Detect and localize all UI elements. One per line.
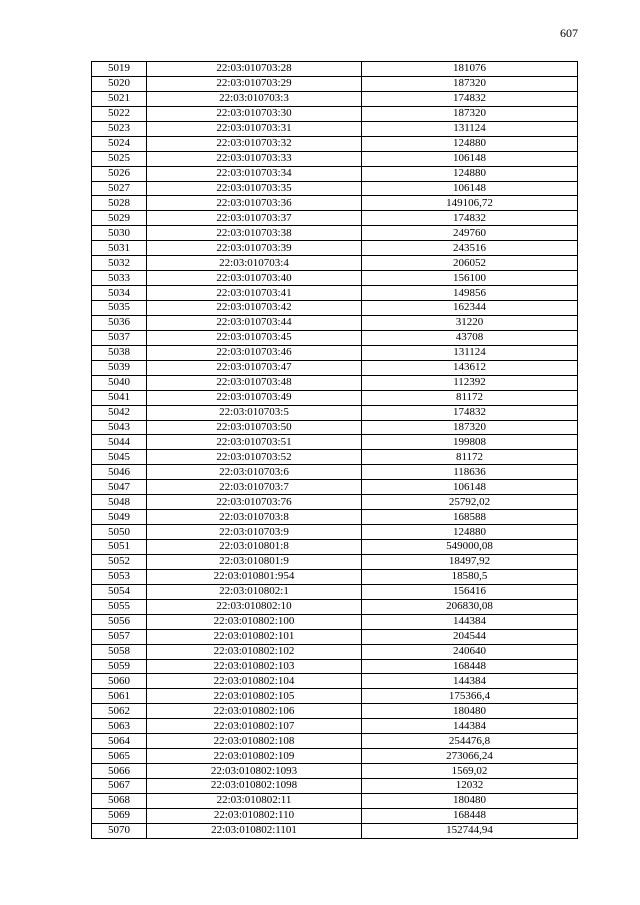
table-row bbox=[92, 405, 578, 420]
value-cell: 174832 bbox=[362, 211, 578, 226]
row-number-cell: 5066 bbox=[92, 764, 147, 779]
row-number-cell: 5020 bbox=[92, 76, 147, 91]
row-number-cell: 5045 bbox=[92, 450, 147, 465]
table-row bbox=[92, 211, 578, 226]
row-number-cell: 5021 bbox=[92, 91, 147, 106]
table-row bbox=[92, 375, 578, 390]
table-row bbox=[92, 823, 578, 838]
row-number-cell: 5067 bbox=[92, 779, 147, 794]
value-cell: 131124 bbox=[362, 345, 578, 360]
value-cell: 240640 bbox=[362, 644, 578, 659]
cadastral-number-cell: 22:03:010703:9 bbox=[147, 525, 362, 540]
row-number-cell: 5044 bbox=[92, 435, 147, 450]
value-cell: 243516 bbox=[362, 241, 578, 256]
value-cell: 175366,4 bbox=[362, 689, 578, 704]
cadastral-number-cell: 22:03:010802:1098 bbox=[147, 779, 362, 794]
value-cell: 249760 bbox=[362, 226, 578, 241]
value-cell: 31220 bbox=[362, 315, 578, 330]
value-cell: 118636 bbox=[362, 465, 578, 480]
cadastral-number-cell: 22:03:010703:28 bbox=[147, 62, 362, 77]
cadastral-number-cell: 22:03:010802:107 bbox=[147, 719, 362, 734]
row-number-cell: 5032 bbox=[92, 256, 147, 271]
value-cell: 131124 bbox=[362, 121, 578, 136]
table-row bbox=[92, 554, 578, 569]
value-cell: 187320 bbox=[362, 420, 578, 435]
row-number-cell: 5043 bbox=[92, 420, 147, 435]
cadastral-number-cell: 22:03:010802:10 bbox=[147, 599, 362, 614]
value-cell: 168448 bbox=[362, 808, 578, 823]
value-cell: 124880 bbox=[362, 525, 578, 540]
value-cell: 43708 bbox=[362, 330, 578, 345]
table-row bbox=[92, 614, 578, 629]
row-number-cell: 5026 bbox=[92, 166, 147, 181]
table-row bbox=[92, 62, 578, 77]
table-row bbox=[92, 76, 578, 91]
value-cell: 143612 bbox=[362, 360, 578, 375]
value-cell: 174832 bbox=[362, 405, 578, 420]
table-row bbox=[92, 719, 578, 734]
row-number-cell: 5064 bbox=[92, 734, 147, 749]
table-row bbox=[92, 659, 578, 674]
value-cell: 549000,08 bbox=[362, 540, 578, 555]
cadastral-number-cell: 22:03:010802:110 bbox=[147, 808, 362, 823]
row-number-cell: 5060 bbox=[92, 674, 147, 689]
cadastral-number-cell: 22:03:010703:37 bbox=[147, 211, 362, 226]
value-cell: 187320 bbox=[362, 76, 578, 91]
cadastral-number-cell: 22:03:010703:8 bbox=[147, 510, 362, 525]
cadastral-number-cell: 22:03:010703:33 bbox=[147, 151, 362, 166]
value-cell: 144384 bbox=[362, 719, 578, 734]
row-number-cell: 5031 bbox=[92, 241, 147, 256]
cadastral-number-cell: 22:03:010703:36 bbox=[147, 196, 362, 211]
row-number-cell: 5039 bbox=[92, 360, 147, 375]
cadastral-number-cell: 22:03:010703:51 bbox=[147, 435, 362, 450]
value-cell: 152744,94 bbox=[362, 823, 578, 838]
cadastral-number-cell: 22:03:010802:104 bbox=[147, 674, 362, 689]
table-row bbox=[92, 629, 578, 644]
cadastral-number-cell: 22:03:010802:109 bbox=[147, 749, 362, 764]
row-number-cell: 5052 bbox=[92, 554, 147, 569]
cadastral-number-cell: 22:03:010802:1101 bbox=[147, 823, 362, 838]
cadastral-number-cell: 22:03:010703:5 bbox=[147, 405, 362, 420]
value-cell: 180480 bbox=[362, 793, 578, 808]
row-number-cell: 5027 bbox=[92, 181, 147, 196]
cadastral-number-cell: 22:03:010703:39 bbox=[147, 241, 362, 256]
table-row bbox=[92, 360, 578, 375]
value-cell: 81172 bbox=[362, 450, 578, 465]
cadastral-number-cell: 22:03:010703:41 bbox=[147, 286, 362, 301]
cadastral-number-cell: 22:03:010703:34 bbox=[147, 166, 362, 181]
table-row bbox=[92, 420, 578, 435]
row-number-cell: 5035 bbox=[92, 301, 147, 316]
row-number-cell: 5019 bbox=[92, 62, 147, 77]
value-cell: 81172 bbox=[362, 390, 578, 405]
row-number-cell: 5038 bbox=[92, 345, 147, 360]
value-cell: 199808 bbox=[362, 435, 578, 450]
value-cell: 144384 bbox=[362, 614, 578, 629]
value-cell: 162344 bbox=[362, 301, 578, 316]
value-cell: 206830,08 bbox=[362, 599, 578, 614]
cadastral-number-cell: 22:03:010703:44 bbox=[147, 315, 362, 330]
table-row bbox=[92, 510, 578, 525]
value-cell: 106148 bbox=[362, 480, 578, 495]
value-cell: 204544 bbox=[362, 629, 578, 644]
table-row bbox=[92, 241, 578, 256]
table-row bbox=[92, 315, 578, 330]
table-row bbox=[92, 584, 578, 599]
table-row bbox=[92, 121, 578, 136]
value-cell: 149856 bbox=[362, 286, 578, 301]
value-cell: 168588 bbox=[362, 510, 578, 525]
row-number-cell: 5036 bbox=[92, 315, 147, 330]
row-number-cell: 5065 bbox=[92, 749, 147, 764]
table-row bbox=[92, 181, 578, 196]
value-cell: 156100 bbox=[362, 271, 578, 286]
value-cell: 149106,72 bbox=[362, 196, 578, 211]
table-row bbox=[92, 91, 578, 106]
table-row bbox=[92, 495, 578, 510]
value-cell: 12032 bbox=[362, 779, 578, 794]
value-cell: 180480 bbox=[362, 704, 578, 719]
value-cell: 187320 bbox=[362, 106, 578, 121]
cadastral-number-cell: 22:03:010703:40 bbox=[147, 271, 362, 286]
table-row bbox=[92, 136, 578, 151]
cadastral-value-table bbox=[91, 61, 578, 839]
table-row bbox=[92, 525, 578, 540]
table-row bbox=[92, 793, 578, 808]
row-number-cell: 5062 bbox=[92, 704, 147, 719]
table-row bbox=[92, 749, 578, 764]
cadastral-number-cell: 22:03:010802:11 bbox=[147, 793, 362, 808]
table-row bbox=[92, 704, 578, 719]
table-row bbox=[92, 689, 578, 704]
row-number-cell: 5056 bbox=[92, 614, 147, 629]
cadastral-number-cell: 22:03:010802:105 bbox=[147, 689, 362, 704]
table-row bbox=[92, 450, 578, 465]
cadastral-number-cell: 22:03:010703:50 bbox=[147, 420, 362, 435]
cadastral-number-cell: 22:03:010703:7 bbox=[147, 480, 362, 495]
table-row bbox=[92, 569, 578, 584]
cadastral-number-cell: 22:03:010703:46 bbox=[147, 345, 362, 360]
table-row bbox=[92, 599, 578, 614]
row-number-cell: 5059 bbox=[92, 659, 147, 674]
cadastral-number-cell: 22:03:010802:100 bbox=[147, 614, 362, 629]
cadastral-number-cell: 22:03:010703:30 bbox=[147, 106, 362, 121]
row-number-cell: 5030 bbox=[92, 226, 147, 241]
row-number-cell: 5061 bbox=[92, 689, 147, 704]
row-number-cell: 5047 bbox=[92, 480, 147, 495]
value-cell: 18580,5 bbox=[362, 569, 578, 584]
row-number-cell: 5057 bbox=[92, 629, 147, 644]
cadastral-number-cell: 22:03:010801:954 bbox=[147, 569, 362, 584]
value-cell: 156416 bbox=[362, 584, 578, 599]
value-cell: 174832 bbox=[362, 91, 578, 106]
value-cell: 106148 bbox=[362, 181, 578, 196]
cadastral-number-cell: 22:03:010703:76 bbox=[147, 495, 362, 510]
row-number-cell: 5033 bbox=[92, 271, 147, 286]
cadastral-number-cell: 22:03:010703:6 bbox=[147, 465, 362, 480]
table-row bbox=[92, 196, 578, 211]
cadastral-number-cell: 22:03:010802:108 bbox=[147, 734, 362, 749]
row-number-cell: 5058 bbox=[92, 644, 147, 659]
row-number-cell: 5069 bbox=[92, 808, 147, 823]
table-row bbox=[92, 106, 578, 121]
row-number-cell: 5029 bbox=[92, 211, 147, 226]
row-number-cell: 5041 bbox=[92, 390, 147, 405]
cadastral-number-cell: 22:03:010801:8 bbox=[147, 540, 362, 555]
table-row bbox=[92, 779, 578, 794]
row-number-cell: 5054 bbox=[92, 584, 147, 599]
cadastral-number-cell: 22:03:010703:48 bbox=[147, 375, 362, 390]
table-row bbox=[92, 764, 578, 779]
cadastral-number-cell: 22:03:010703:31 bbox=[147, 121, 362, 136]
row-number-cell: 5049 bbox=[92, 510, 147, 525]
row-number-cell: 5024 bbox=[92, 136, 147, 151]
row-number-cell: 5037 bbox=[92, 330, 147, 345]
table-row bbox=[92, 540, 578, 555]
cadastral-number-cell: 22:03:010703:47 bbox=[147, 360, 362, 375]
cadastral-number-cell: 22:03:010802:1 bbox=[147, 584, 362, 599]
table-row bbox=[92, 435, 578, 450]
value-cell: 25792,02 bbox=[362, 495, 578, 510]
table-row bbox=[92, 345, 578, 360]
value-cell: 1569,02 bbox=[362, 764, 578, 779]
table-row bbox=[92, 271, 578, 286]
table-body bbox=[92, 62, 578, 839]
cadastral-number-cell: 22:03:010703:42 bbox=[147, 301, 362, 316]
table-row bbox=[92, 151, 578, 166]
row-number-cell: 5055 bbox=[92, 599, 147, 614]
cadastral-number-cell: 22:03:010703:3 bbox=[147, 91, 362, 106]
value-cell: 144384 bbox=[362, 674, 578, 689]
row-number-cell: 5068 bbox=[92, 793, 147, 808]
cadastral-number-cell: 22:03:010802:101 bbox=[147, 629, 362, 644]
table-row bbox=[92, 256, 578, 271]
row-number-cell: 5046 bbox=[92, 465, 147, 480]
table-row bbox=[92, 286, 578, 301]
table-row bbox=[92, 480, 578, 495]
cadastral-number-cell: 22:03:010703:35 bbox=[147, 181, 362, 196]
table-row bbox=[92, 674, 578, 689]
value-cell: 206052 bbox=[362, 256, 578, 271]
row-number-cell: 5042 bbox=[92, 405, 147, 420]
row-number-cell: 5050 bbox=[92, 525, 147, 540]
value-cell: 106148 bbox=[362, 151, 578, 166]
cadastral-number-cell: 22:03:010703:49 bbox=[147, 390, 362, 405]
value-cell: 254476,8 bbox=[362, 734, 578, 749]
page-number: 607 bbox=[560, 26, 578, 40]
row-number-cell: 5070 bbox=[92, 823, 147, 838]
cadastral-number-cell: 22:03:010703:38 bbox=[147, 226, 362, 241]
value-cell: 168448 bbox=[362, 659, 578, 674]
table-row bbox=[92, 465, 578, 480]
value-cell: 112392 bbox=[362, 375, 578, 390]
row-number-cell: 5053 bbox=[92, 569, 147, 584]
cadastral-number-cell: 22:03:010703:32 bbox=[147, 136, 362, 151]
cadastral-number-cell: 22:03:010703:52 bbox=[147, 450, 362, 465]
table-row bbox=[92, 301, 578, 316]
cadastral-number-cell: 22:03:010802:1093 bbox=[147, 764, 362, 779]
row-number-cell: 5028 bbox=[92, 196, 147, 211]
value-cell: 124880 bbox=[362, 136, 578, 151]
row-number-cell: 5040 bbox=[92, 375, 147, 390]
table-row bbox=[92, 734, 578, 749]
table-row bbox=[92, 644, 578, 659]
table-row bbox=[92, 166, 578, 181]
cadastral-number-cell: 22:03:010802:103 bbox=[147, 659, 362, 674]
row-number-cell: 5051 bbox=[92, 540, 147, 555]
table-row bbox=[92, 330, 578, 345]
cadastral-number-cell: 22:03:010802:106 bbox=[147, 704, 362, 719]
row-number-cell: 5063 bbox=[92, 719, 147, 734]
table-row bbox=[92, 226, 578, 241]
row-number-cell: 5025 bbox=[92, 151, 147, 166]
table-row bbox=[92, 808, 578, 823]
table-row bbox=[92, 390, 578, 405]
cadastral-number-cell: 22:03:010802:102 bbox=[147, 644, 362, 659]
value-cell: 181076 bbox=[362, 62, 578, 77]
cadastral-number-cell: 22:03:010703:45 bbox=[147, 330, 362, 345]
row-number-cell: 5048 bbox=[92, 495, 147, 510]
row-number-cell: 5023 bbox=[92, 121, 147, 136]
cadastral-number-cell: 22:03:010703:29 bbox=[147, 76, 362, 91]
row-number-cell: 5034 bbox=[92, 286, 147, 301]
cadastral-number-cell: 22:03:010801:9 bbox=[147, 554, 362, 569]
row-number-cell: 5022 bbox=[92, 106, 147, 121]
value-cell: 18497,92 bbox=[362, 554, 578, 569]
value-cell: 124880 bbox=[362, 166, 578, 181]
value-cell: 273066,24 bbox=[362, 749, 578, 764]
cadastral-number-cell: 22:03:010703:4 bbox=[147, 256, 362, 271]
